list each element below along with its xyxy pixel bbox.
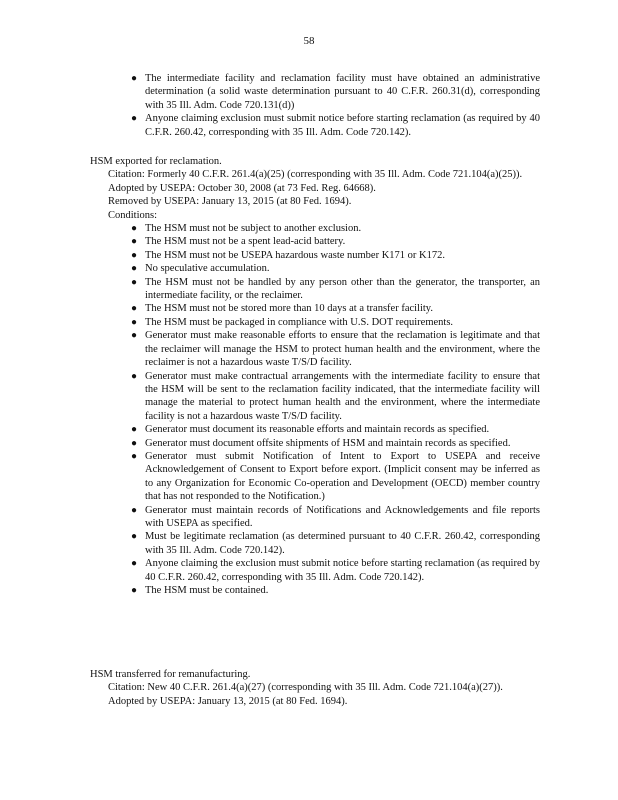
list-item: ● Generator must make reasonable efforts to ensure that the reclamation is legitimate and that the reclaimer will manage the HSM to protect human health and the environment, where the reclaimer is not a hazardous waste T/S/D facility. [131,330,540,369]
list-item: ● Generator must document its reasonable efforts and maintain records as specified. [131,424,490,436]
bullet-icon: ● [131,450,138,462]
bullet-icon: ● [131,437,138,449]
bullet-icon: ● [131,531,138,543]
bullet-icon: ● [131,558,138,570]
list-item: ● Generator must maintain records of Notifications and Acknowledgements and file reports with USEPA as specified. [131,504,540,529]
conditions-list [0,222,618,597]
page-number: 58 [303,35,315,47]
list-item: ● The HSM must not be subject to another exclusion. [131,223,362,235]
section-hsm-exported [0,155,618,597]
list-item: ● The intermediate facility and reclamation facility must have obtained an administrative determination (a solid waste determination pursuant to 40 C.F.R. 260.31(d), corresponding with 35 Ill. Adm. Code 720.131(d)) [131,73,540,111]
list-item: ● Anyone claiming exclusion must submit notice before starting reclamation (as required by 40 C.F.R. 260.42, corresponding with 35 Ill. Adm. Code 720.142). [131,113,540,138]
section-title: HSM exported for reclamation. [90,156,222,167]
bullet-icon: ● [131,73,138,84]
bullet-icon: ● [131,249,138,261]
bullet-icon: ● [131,113,138,125]
bullet-icon: ● [131,424,138,436]
top-bullet-list [0,72,618,139]
citation: Citation: New 40 C.F.R. 261.4(a)(27) (corresponding with 35 Ill. Adm. Code 721.104(a)(27)). [108,682,503,694]
list-item: ● Anyone claiming the exclusion must submit notice before starting reclamation (as required by 40 C.F.R. 260.42, corresponding with 35 Ill. Adm. Code 720.142). [131,558,540,583]
bullet-icon: ● [131,504,138,516]
removed-line: Removed by USEPA: January 13, 2015 (at 80 Fed. 1694). [108,196,352,208]
list-item: ● The HSM must not be handled by any person other than the generator, the transporter, an intermediate facility, or the reclaimer. [131,276,540,302]
section-hsm-transferred [0,668,618,708]
bullet-icon: ● [131,223,138,235]
list-item: ● The HSM must not be USEPA hazardous waste number K171 or K172. [131,249,446,261]
bullet-icon: ● [131,276,138,288]
adopted-line: Adopted by USEPA: January 13, 2015 (at 80 Fed. 1694). [108,695,348,707]
list-item: ● Generator must make contractual arrangements with the intermediate facility to ensure that the HSM will be sent to the reclamation facility indicated, that the intermediate facility will manage the material to protect human health and the environment, where the intermediate facility is not a hazardous waste T/S/D facility. [131,370,540,422]
citation: Citation: Formerly 40 C.F.R. 261.4(a)(25) (corresponding with 35 Ill. Adm. Code 721.104(a)(25)). [108,169,523,181]
list-item: ● Must be legitimate reclamation (as determined pursuant to 40 C.F.R. 260.42, corresponding with 35 Ill. Adm. Code 720.142). [131,531,540,556]
bullet-icon: ● [131,370,138,382]
bullet-icon: ● [131,330,138,342]
list-item: ● The HSM must not be stored more than 10 days at a transfer facility. [131,303,433,315]
bullet-icon: ● [131,316,138,328]
adopted-line: Adopted by USEPA: October 30, 2008 (at 73 Fed. Reg. 64668). [108,182,376,194]
bullet-icon: ● [131,263,138,275]
list-item: ● No speculative accumulation. [131,263,270,275]
bullet-icon: ● [131,585,138,596]
list-item: ● Generator must document offsite shipments of HSM and maintain records as specified. [131,437,511,449]
section-title: HSM transferred for remanufacturing. [90,669,251,680]
list-item: ● Generator must submit Notification of Intent to Export to USEPA and receive Acknowledgement of Consent to Export before export. (Implicit consent may be inferred as to any Organization for Economic Co-operation and Development (OECD) member country that has not responded to the Notification.) [131,450,540,503]
bullet-icon: ● [131,236,138,248]
list-item: ● The HSM must be contained. [131,585,269,596]
list-item: ● The HSM must be packaged in compliance with U.S. DOT requirements. [131,316,454,328]
bullet-icon: ● [131,303,138,315]
conditions-label: Conditions: [108,209,158,221]
list-item: ● The HSM must not be a spent lead-acid battery. [131,236,346,248]
